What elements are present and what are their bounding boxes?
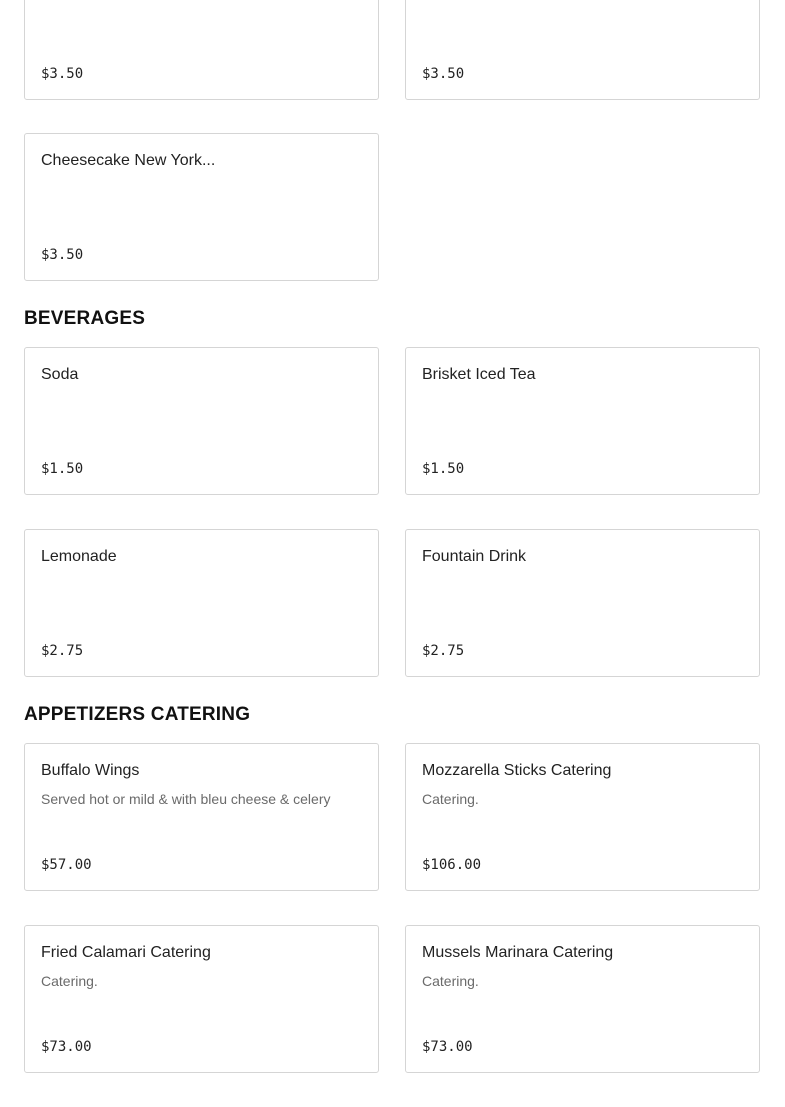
menu-item-card[interactable] xyxy=(405,347,760,495)
item-name: Cheesecake New York... xyxy=(41,152,216,169)
menu-item-card[interactable] xyxy=(24,347,379,495)
item-price: $3.50 xyxy=(422,66,465,82)
item-name: Lemonade xyxy=(41,548,117,565)
item-price: $106.00 xyxy=(422,857,482,873)
menu-item-card[interactable] xyxy=(405,925,760,1073)
menu-item-card[interactable] xyxy=(24,925,379,1073)
menu-item-card[interactable] xyxy=(24,743,379,891)
item-price: $1.50 xyxy=(422,461,465,477)
item-price: $1.50 xyxy=(41,461,84,477)
item-description: Served hot or mild & with bleu cheese & celery xyxy=(41,791,331,807)
item-name: Mozzarella Sticks Catering xyxy=(422,762,612,779)
item-name: Buffalo Wings xyxy=(41,762,140,779)
item-name: Fried Calamari Catering xyxy=(41,944,211,961)
item-name: Mussels Marinara Catering xyxy=(422,944,614,961)
item-name: Fountain Drink xyxy=(422,548,527,565)
item-price: $57.00 xyxy=(41,857,92,873)
section-title-appetizers-catering: APPETIZERS CATERING xyxy=(24,704,251,725)
menu-item-card[interactable] xyxy=(405,529,760,677)
item-price: $2.75 xyxy=(422,643,465,659)
item-name: Brisket Iced Tea xyxy=(422,366,536,383)
item-price: $2.75 xyxy=(41,643,84,659)
menu-item-card[interactable] xyxy=(24,529,379,677)
item-description: Catering. xyxy=(422,973,479,989)
menu-item-card[interactable] xyxy=(24,0,379,100)
section-title-beverages: BEVERAGES xyxy=(24,308,146,329)
item-price: $3.50 xyxy=(41,247,84,263)
menu-item-card[interactable] xyxy=(405,743,760,891)
item-name: Soda xyxy=(41,366,79,383)
item-price: $3.50 xyxy=(41,66,84,82)
item-price: $73.00 xyxy=(41,1039,92,1055)
menu-item-card[interactable] xyxy=(24,133,379,281)
item-description: Catering. xyxy=(41,973,98,989)
item-description: Catering. xyxy=(422,791,479,807)
item-price: $73.00 xyxy=(422,1039,473,1055)
menu-item-card[interactable] xyxy=(405,0,760,100)
